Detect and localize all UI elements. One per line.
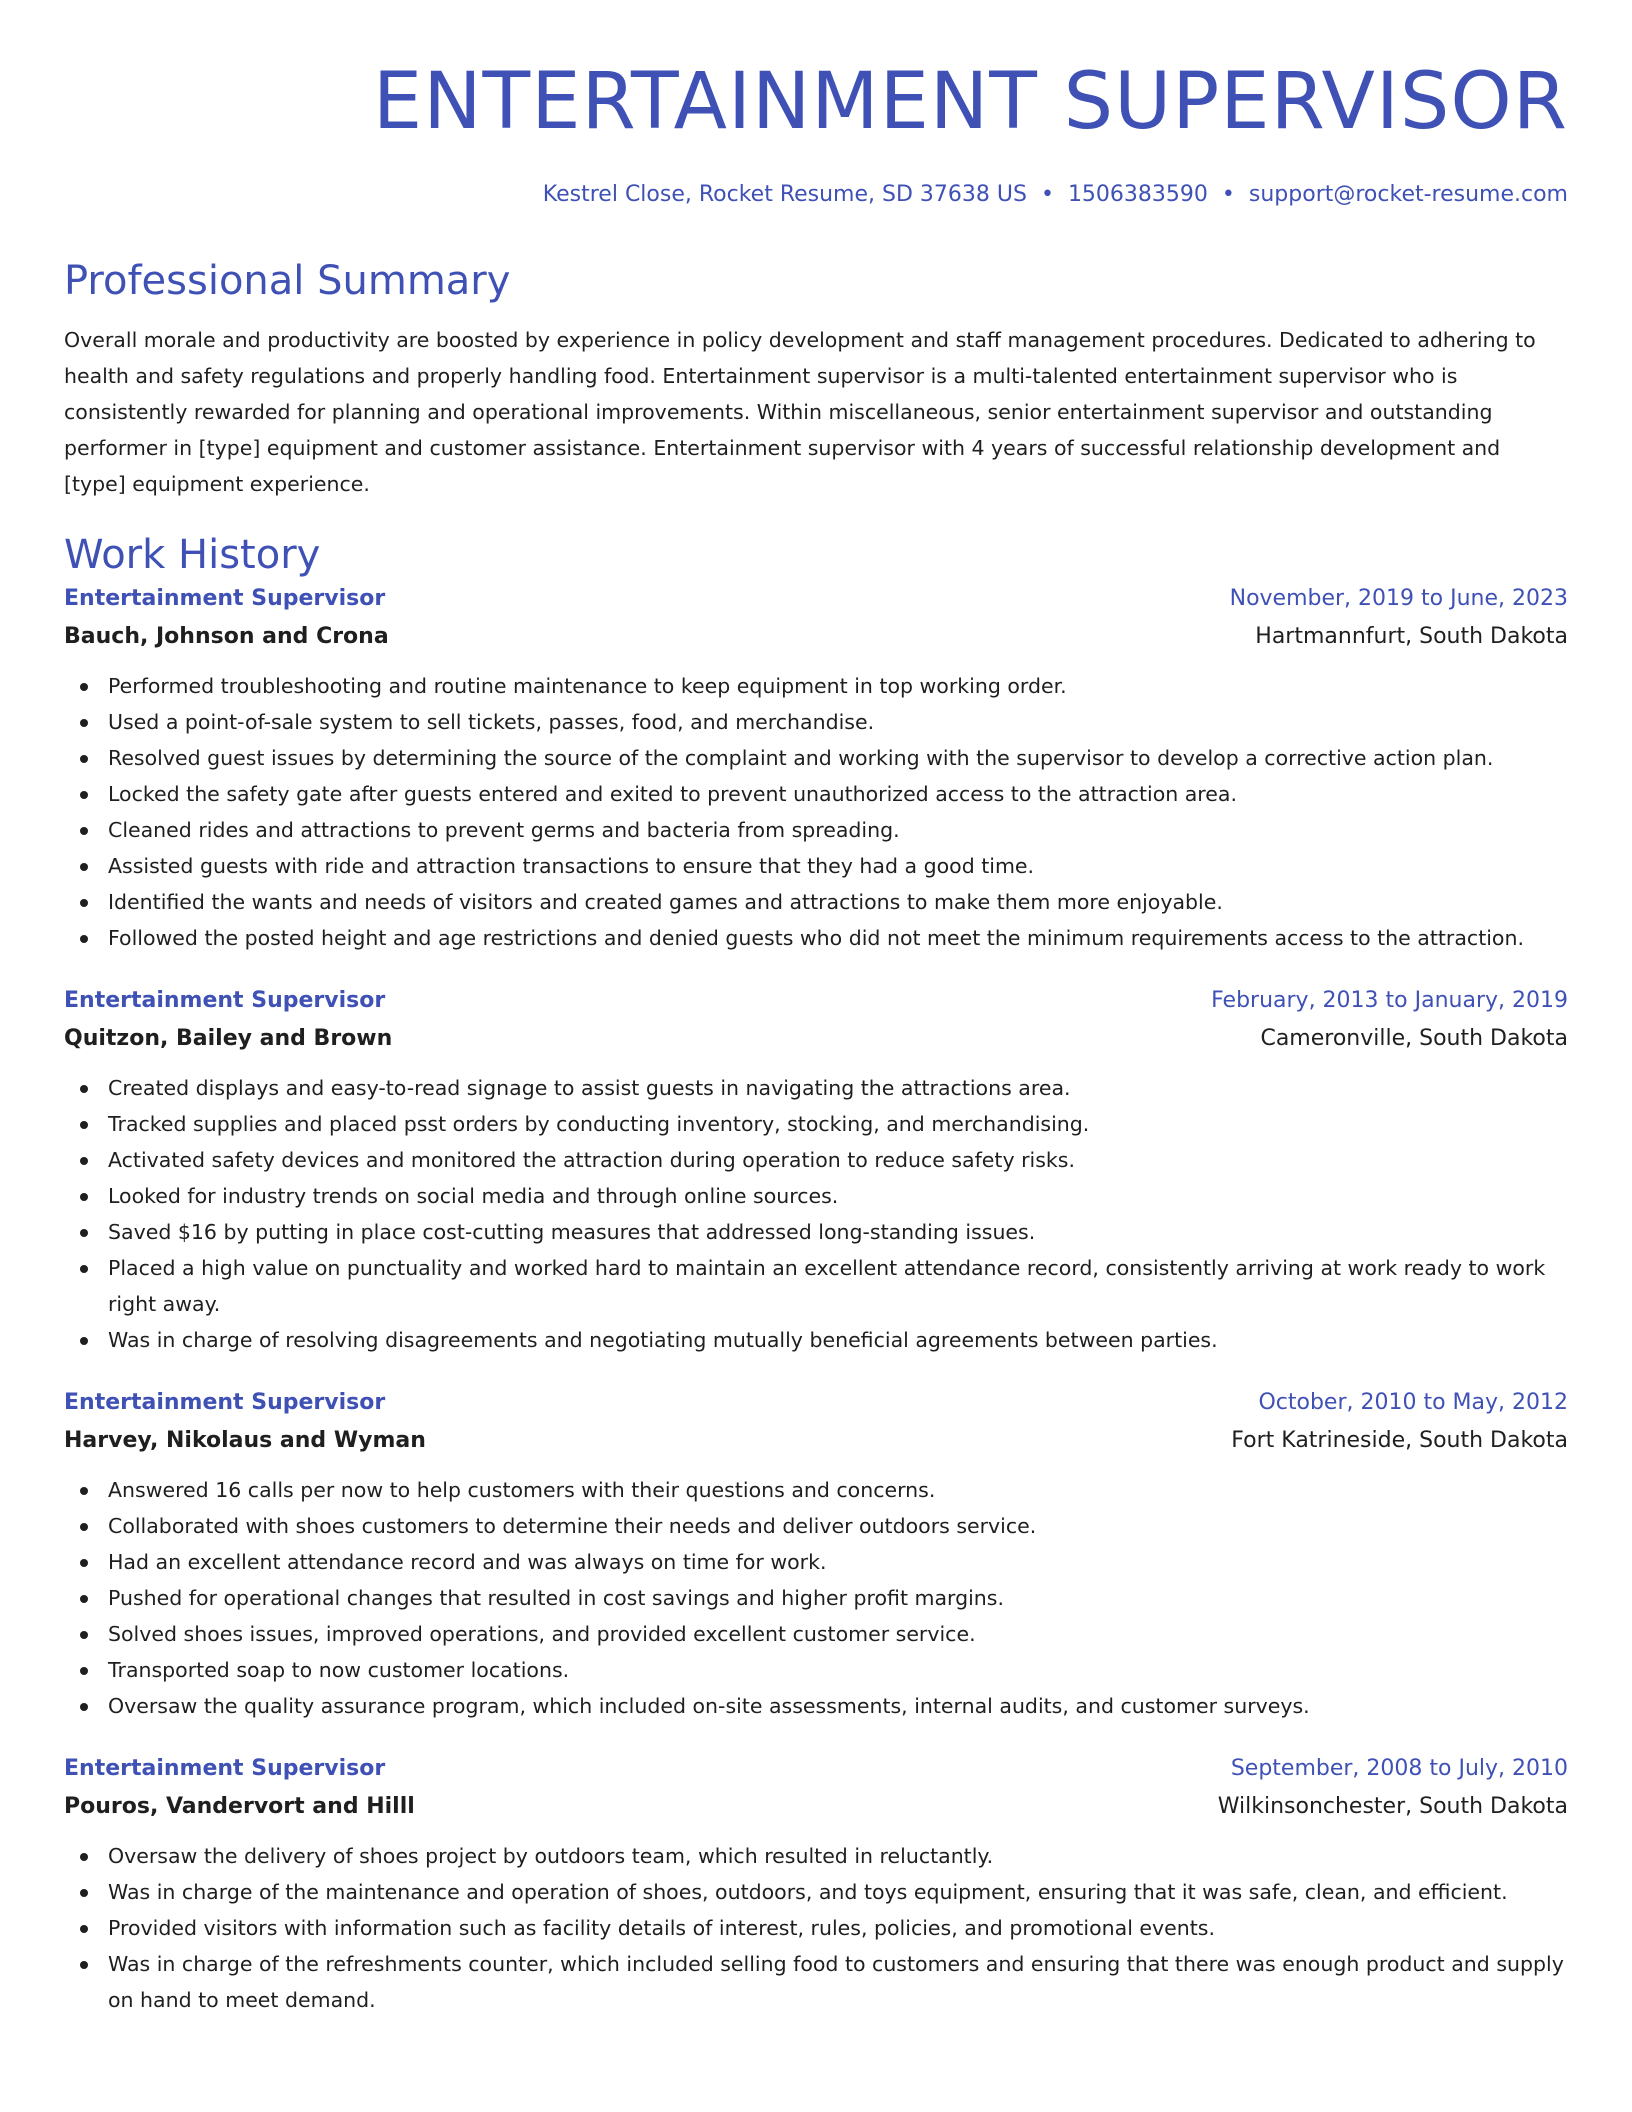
list-item: Was in charge of resolving disagreements and negotiating mutually beneficial agreements between parties. xyxy=(64,1322,1568,1358)
job-entry xyxy=(64,1750,1568,2018)
list-item: Activated safety devices and monitored the attraction during operation to reduce safety risks. xyxy=(64,1142,1568,1178)
list-item: Was in charge of the maintenance and operation of shoes, outdoors, and toys equipment, ensuring that it was safe, clean, and efficient. xyxy=(64,1874,1568,1910)
job-location: Cameronville, South Dakota xyxy=(1260,1026,1568,1051)
job-company: Pouros, Vandervort and Hilll xyxy=(64,1794,415,1819)
list-item: Transported soap to now customer locations. xyxy=(64,1652,1568,1688)
job-company: Bauch, Johnson and Crona xyxy=(64,624,389,649)
resume-page xyxy=(64,0,1568,2018)
summary-text: Overall morale and productivity are boosted by experience in policy development and staff management procedures. Dedicated to adhering to health and safety regulations and properly handling food. Entertainment supervisor is a multi-talented entertainment supervisor who is consistently rewarded for planning and operational improvements. Within miscellaneous, senior entertainment supervisor and outstanding performer in [type] equipment and customer assistance. Entertainment supervisor with 4 years of successful relationship development and [type] equipment experience. xyxy=(64,328,1536,496)
contact-phone[interactable]: 1506383590 xyxy=(1067,182,1208,207)
job-bullets xyxy=(64,1838,1568,2018)
list-item: Oversaw the delivery of shoes project by outdoors team, which resulted in reluctantly. xyxy=(64,1838,1568,1874)
candidate-name: ENTERTAINMENT SUPERVISOR xyxy=(372,57,1568,147)
job-location: Hartmannfurt, South Dakota xyxy=(1255,624,1568,649)
list-item: Looked for industry trends on social media and through online sources. xyxy=(64,1178,1568,1214)
list-item: Oversaw the quality assurance program, which included on-site assessments, internal audits, and customer surveys. xyxy=(64,1688,1568,1724)
contact-address: Kestrel Close, Rocket Resume, SD 37638 US xyxy=(542,182,1027,207)
list-item: Resolved guest issues by determining the source of the complaint and working with the supervisor to develop a corrective action plan. xyxy=(64,740,1568,776)
list-item: Cleaned rides and attractions to prevent germs and bacteria from spreading. xyxy=(64,812,1568,848)
work-history-list xyxy=(64,580,1568,2018)
job-entry xyxy=(64,1384,1568,1724)
job-role: Entertainment Supervisor xyxy=(64,1756,386,1781)
summary-heading: Professional Summary xyxy=(64,258,511,304)
list-item: Performed troubleshooting and routine maintenance to keep equipment in top working order. xyxy=(64,668,1568,704)
list-item: Collaborated with shoes customers to determine their needs and deliver outdoors service. xyxy=(64,1508,1568,1544)
job-role: Entertainment Supervisor xyxy=(64,1390,386,1415)
job-role: Entertainment Supervisor xyxy=(64,586,386,611)
list-item: Pushed for operational changes that resulted in cost savings and higher profit margins. xyxy=(64,1580,1568,1616)
job-entry xyxy=(64,580,1568,956)
list-item: Locked the safety gate after guests entered and exited to prevent unauthorized access to the attraction area. xyxy=(64,776,1568,812)
list-item: Had an excellent attendance record and was always on time for work. xyxy=(64,1544,1568,1580)
job-dates: October, 2010 to May, 2012 xyxy=(1258,1390,1568,1415)
job-role: Entertainment Supervisor xyxy=(64,988,386,1013)
list-item: Placed a high value on punctuality and worked hard to maintain an excellent attendance record, consistently arriving at work ready to work right away. xyxy=(64,1250,1568,1322)
list-item: Saved $16 by putting in place cost-cutting measures that addressed long-standing issues. xyxy=(64,1214,1568,1250)
list-item: Used a point-of-sale system to sell tickets, passes, food, and merchandise. xyxy=(64,704,1568,740)
job-location: Wilkinsonchester, South Dakota xyxy=(1217,1794,1568,1819)
job-entry xyxy=(64,982,1568,1358)
list-item: Tracked supplies and placed psst orders by conducting inventory, stocking, and merchandising. xyxy=(64,1106,1568,1142)
list-item: Answered 16 calls per now to help customers with their questions and concerns. xyxy=(64,1472,1568,1508)
contact-separator: • xyxy=(1040,182,1054,207)
job-dates: February, 2013 to January, 2019 xyxy=(1211,988,1568,1013)
job-bullets xyxy=(64,668,1568,956)
list-item: Provided visitors with information such as facility details of interest, rules, policies, and promotional events. xyxy=(64,1910,1568,1946)
list-item: Identified the wants and needs of visitors and created games and attractions to make them more enjoyable. xyxy=(64,884,1568,920)
job-bullets xyxy=(64,1070,1568,1358)
list-item: Followed the posted height and age restrictions and denied guests who did not meet the minimum requirements access to the attraction. xyxy=(64,920,1568,956)
job-company: Harvey, Nikolaus and Wyman xyxy=(64,1428,426,1453)
contact-line xyxy=(64,180,1568,210)
job-dates: November, 2019 to June, 2023 xyxy=(1229,586,1568,611)
job-dates: September, 2008 to July, 2010 xyxy=(1230,1756,1568,1781)
contact-email[interactable]: support@rocket-resume.com xyxy=(1248,182,1568,207)
job-location: Fort Katrineside, South Dakota xyxy=(1231,1428,1568,1453)
work-history-heading: Work History xyxy=(64,532,321,578)
list-item: Was in charge of the refreshments counter, which included selling food to customers and ensuring that there was enough product and supply on hand to meet demand. xyxy=(64,1946,1568,2018)
list-item: Assisted guests with ride and attraction transactions to ensure that they had a good time. xyxy=(64,848,1568,884)
job-bullets xyxy=(64,1472,1568,1724)
job-company: Quitzon, Bailey and Brown xyxy=(64,1026,393,1051)
list-item: Solved shoes issues, improved operations, and provided excellent customer service. xyxy=(64,1616,1568,1652)
list-item: Created displays and easy-to-read signage to assist guests in navigating the attractions area. xyxy=(64,1070,1568,1106)
contact-separator: • xyxy=(1221,182,1235,207)
